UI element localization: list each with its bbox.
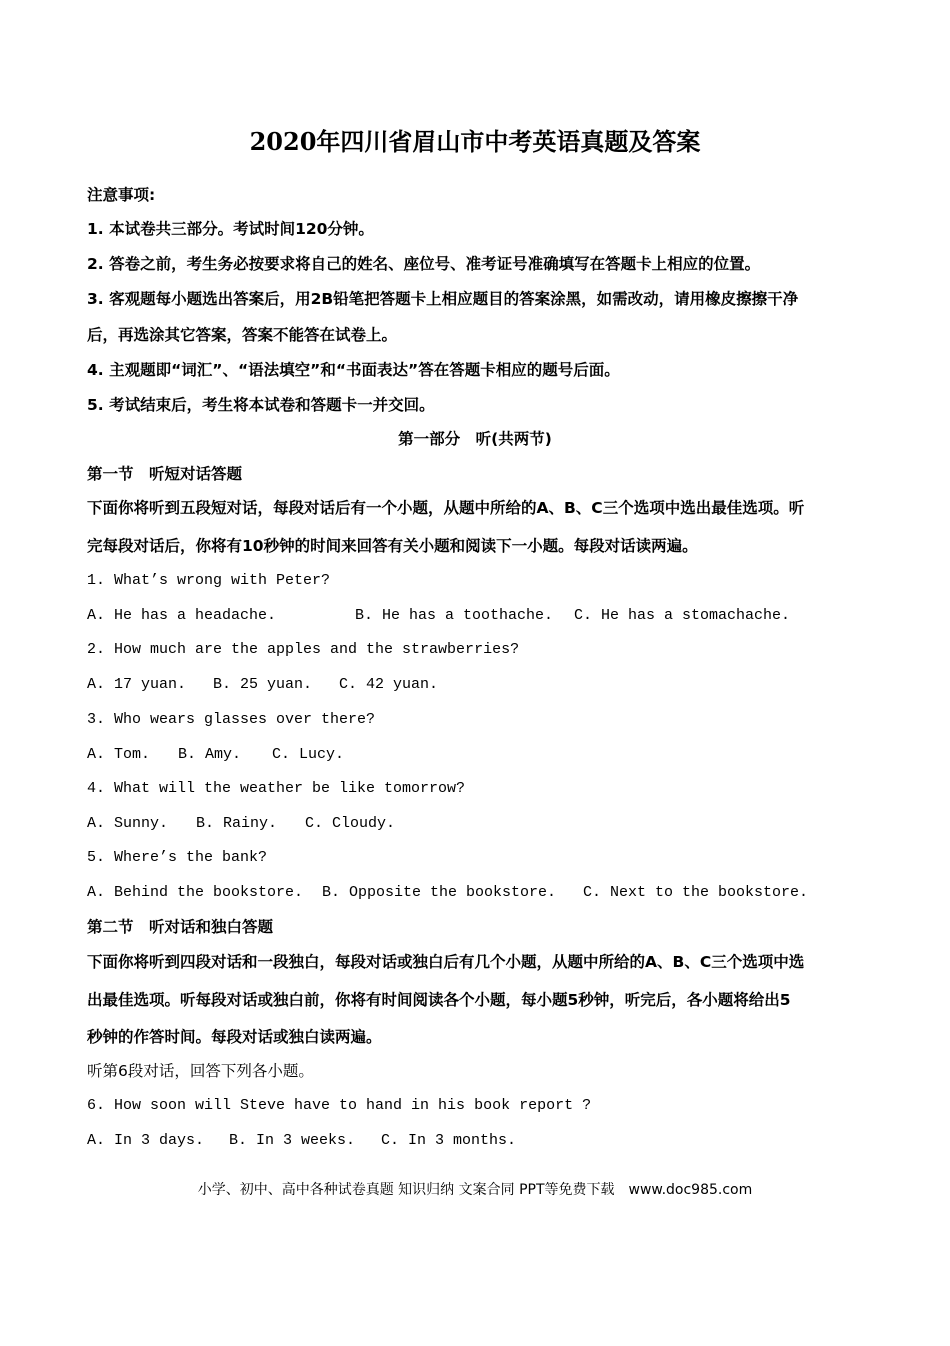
option-c: C. Next to the bookstore. xyxy=(583,884,809,901)
page-footer: 小学、初中、高中各种试卷真题 知识归纳 文案合同 PPT等免费下载 www.doc985.com xyxy=(197,1182,753,1198)
option-a: A. Sunny. xyxy=(87,815,169,832)
notice-item: 2. 答卷之前，考生务必按要求将自己的姓名、座位号、准考证号准确填写在答题卡上相应的位置。 xyxy=(87,255,761,273)
dialogue-prompt: 听第6段对话，回答下列各小题。 xyxy=(87,1062,314,1080)
option-b: B. Opposite the bookstore. xyxy=(322,884,557,901)
section-instruction: 秒钟的作答时间。每段对话或独白读两遍。 xyxy=(87,1028,382,1046)
part-heading: 第一部分 听(共两节) xyxy=(398,430,552,448)
section-instruction: 完每段对话后，你将有10秒钟的时间来回答有关小题和阅读下一小题。每段对话读两遍。 xyxy=(87,537,698,555)
option-b: B. 25 yuan. xyxy=(213,676,313,693)
notice-item: 3. 客观题每小题选出答案后，用2B铅笔把答题卡上相应题目的答案涂黑，如需改动，请用橡皮擦擦干净 xyxy=(87,290,799,308)
option-b: B. Amy. xyxy=(178,746,242,763)
page-title: 2020年四川省眉山市中考英语真题及答案 xyxy=(249,127,701,156)
option-c: C. Cloudy. xyxy=(305,815,396,832)
option-c: C. He has a stomachache. xyxy=(574,607,791,624)
option-b: B. He has a toothache. xyxy=(355,607,554,624)
question-text: 3. Who wears glasses over there? xyxy=(87,711,376,728)
section-instruction: 出最佳选项。听每段对话或独白前，你将有时间阅读各个小题，每小题5秒钟，听完后，各小题将给出5 xyxy=(87,991,791,1009)
option-b: B. Rainy. xyxy=(196,815,278,832)
question-text: 4. What will the weather be like tomorrow? xyxy=(87,780,466,797)
option-a: A. Tom. xyxy=(87,746,151,763)
section-heading: 第一节 听短对话答题 xyxy=(87,465,243,483)
option-a: A. In 3 days. xyxy=(87,1132,205,1149)
question-text: 6. How soon will Steve have to hand in his book report ? xyxy=(87,1097,592,1114)
section-instruction: 下面你将听到五段短对话，每段对话后有一个小题，从题中所给的A、B、C三个选项中选出最佳选项。听 xyxy=(87,499,805,517)
question-text: 5. Where’s the bank? xyxy=(87,849,268,866)
notice-item: 后，再选涂其它答案，答案不能答在试卷上。 xyxy=(87,326,398,344)
question-text: 2. How much are the apples and the strawberries? xyxy=(87,641,520,658)
section-instruction: 下面你将听到四段对话和一段独白，每段对话或独白后有几个小题，从题中所给的A、B、C三个选项中选 xyxy=(87,953,805,971)
section-heading: 第二节 听对话和独白答题 xyxy=(87,918,274,936)
question-text: 1. What’s wrong with Peter? xyxy=(87,572,331,589)
notice-item: 4. 主观题即“词汇”、“语法填空”和“书面表达”答在答题卡相应的题号后面。 xyxy=(87,361,620,379)
option-c: C. 42 yuan. xyxy=(339,676,439,693)
notice-heading: 注意事项: xyxy=(87,186,156,204)
option-a: A. He has a headache. xyxy=(87,607,277,624)
notice-item: 1. 本试卷共三部分。考试时间120分钟。 xyxy=(87,220,374,238)
option-a: A. 17 yuan. xyxy=(87,676,187,693)
notice-item: 5. 考试结束后，考生将本试卷和答题卡一并交回。 xyxy=(87,396,435,414)
option-c: C. In 3 months. xyxy=(381,1132,517,1149)
option-a: A. Behind the bookstore. xyxy=(87,884,304,901)
option-c: C. Lucy. xyxy=(272,746,345,763)
option-b: B. In 3 weeks. xyxy=(229,1132,356,1149)
